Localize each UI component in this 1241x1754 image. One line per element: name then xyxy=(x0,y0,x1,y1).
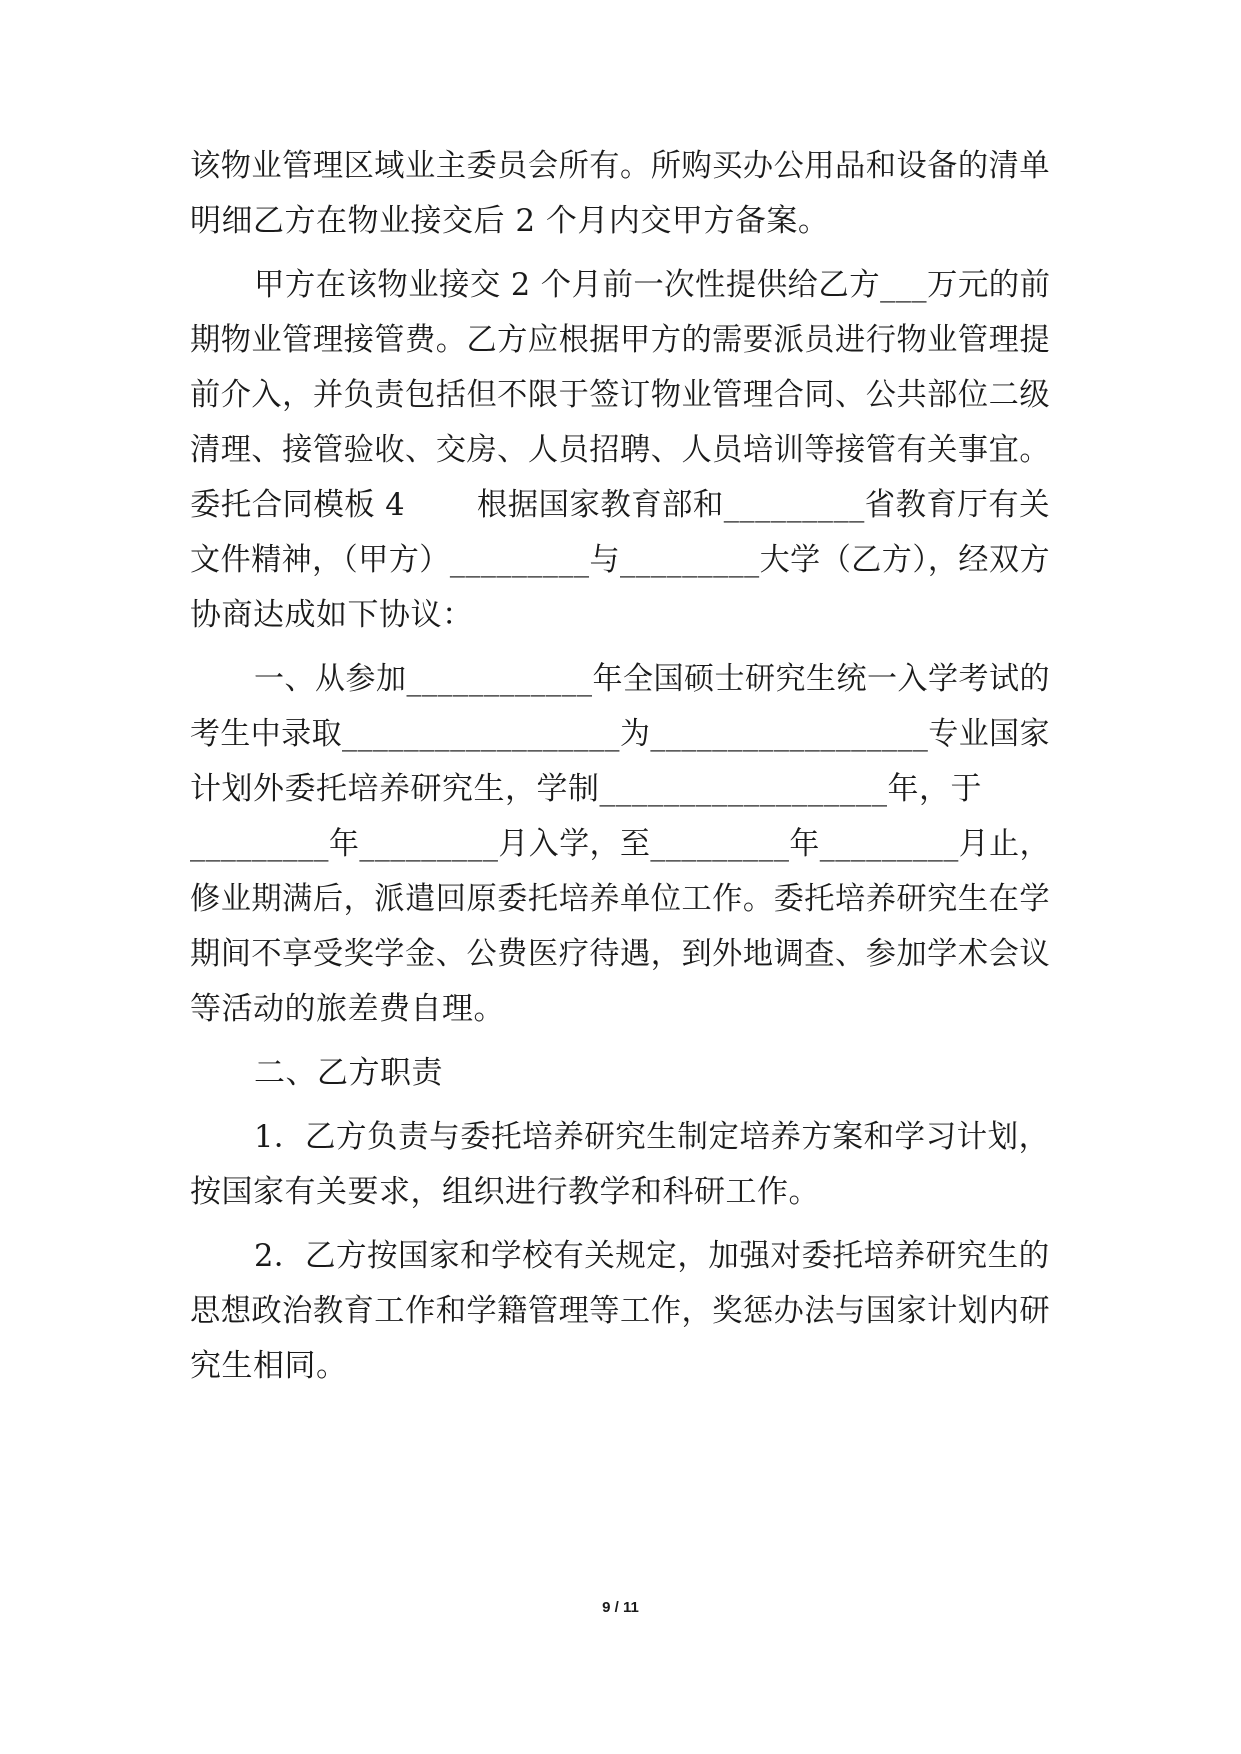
page-number: 9 / 11 xyxy=(602,1599,639,1616)
paragraph-line: 修业期满后，派遣回原委托培养单位工作。委托培养研究生在学 xyxy=(190,881,1051,917)
paragraph-line: 文件精神，（甲方）_________与_________大学（乙方），经双方 xyxy=(190,542,1051,578)
paragraph-line: 计划外委托培养研究生，学制__________________年，于 xyxy=(190,771,982,807)
paragraph-line: 2．乙方按国家和学校有关规定，加强对委托培养研究生的 xyxy=(254,1238,1050,1274)
paragraph-line: 甲方在该物业接交 2 个月前一次性提供给乙方___万元的前 xyxy=(254,267,1051,303)
paragraph-line: 考生中录取__________________为__________________专业国家 xyxy=(190,716,1050,752)
paragraph-line: 一、从参加____________年全国硕士研究生统一入学考试的 xyxy=(254,661,1051,697)
paragraph-line: 清理、接管验收、交房、人员招聘、人员培训等接管有关事宜。 xyxy=(190,432,1051,468)
paragraph-line: 委托合同模板 4 根据国家教育部和_________省教育厅有关 xyxy=(190,487,1050,523)
paragraph-line: 明细乙方在物业接交后 2 个月内交甲方备案。 xyxy=(190,203,830,239)
paragraph-line: 1．乙方负责与委托培养研究生制定培养方案和学习计划， xyxy=(254,1119,1050,1155)
paragraph-line: 该物业管理区域业主委员会所有。所购买办公用品和设备的清单 xyxy=(190,148,1051,184)
paragraph-line: 协商达成如下协议： xyxy=(190,597,474,633)
paragraph-line: 期间不享受奖学金、公费医疗待遇，到外地调查、参加学术会议 xyxy=(190,936,1051,972)
section-heading: 二、乙方职责 xyxy=(254,1055,443,1091)
paragraph-line: 思想政治教育工作和学籍管理等工作，奖惩办法与国家计划内研 xyxy=(190,1293,1051,1329)
paragraph-line: 前介入，并负责包括但不限于签订物业管理合同、公共部位二级 xyxy=(190,377,1051,413)
paragraph-line: 期物业管理接管费。乙方应根据甲方的需要派员进行物业管理提 xyxy=(190,322,1051,358)
paragraph-line: 等活动的旅差费自理。 xyxy=(190,991,505,1027)
paragraph-line: _________年_________月入学，至_________年_________月止， xyxy=(190,826,1050,862)
paragraph-line: 按国家有关要求，组织进行教学和科研工作。 xyxy=(190,1174,820,1210)
paragraph-line: 究生相同。 xyxy=(190,1348,348,1384)
